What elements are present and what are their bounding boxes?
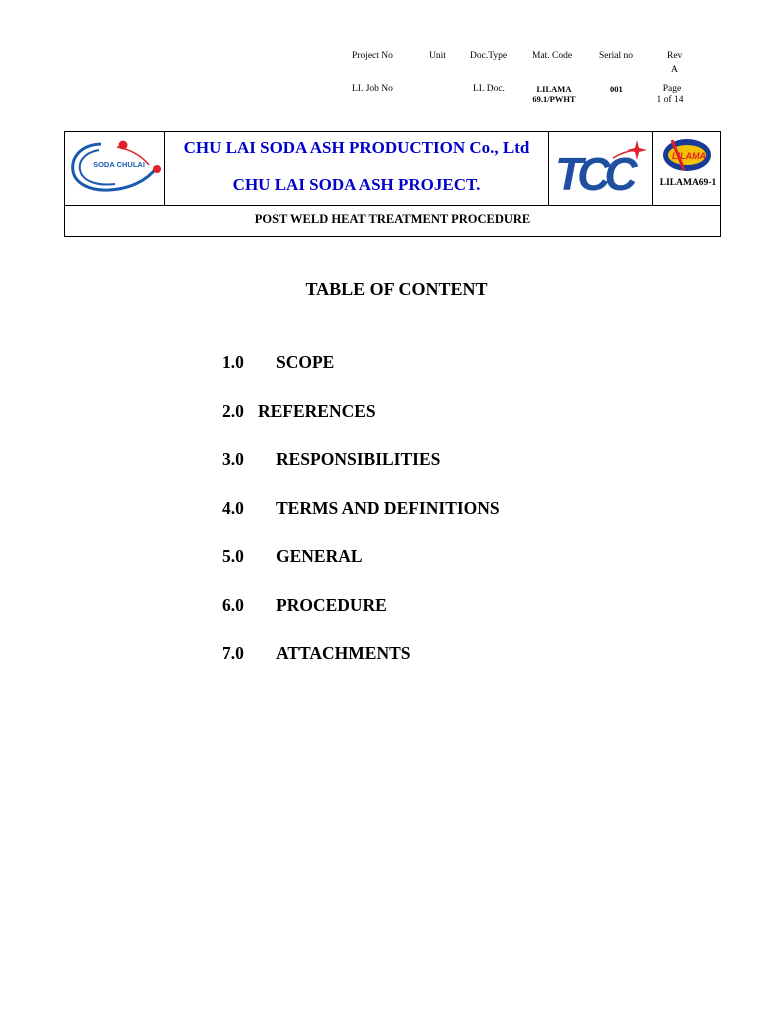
lilama-code: LILAMA69-1 <box>659 178 717 188</box>
toc-item-text: RESPONSIBILITIES <box>276 449 441 469</box>
toc-title: TABLE OF CONTENT <box>305 279 488 299</box>
svg-text:LILAMA: LILAMA <box>672 151 706 161</box>
meta-label-mat-code: Mat. Code <box>532 51 573 61</box>
toc-item-number: 4.0 <box>222 498 244 518</box>
meta-label-doc-type: Doc.Type <box>470 51 508 61</box>
toc-item-text: GENERAL <box>276 546 363 566</box>
header-divider <box>548 132 549 206</box>
header-divider <box>652 132 653 206</box>
toc-item-number: 6.0 <box>222 595 244 615</box>
toc-item-number: 2.0 <box>222 401 244 421</box>
toc-item-text: TERMS AND DEFINITIONS <box>276 498 500 518</box>
meta-page-value: 1 of 14 <box>656 95 684 105</box>
toc-item-number: 3.0 <box>222 449 244 469</box>
toc-item-text: REFERENCES <box>258 401 376 421</box>
meta-label-unit: Unit <box>429 51 446 61</box>
company-name: CHU LAI SODA ASH PRODUCTION Co., Ltd <box>183 138 530 157</box>
meta-job-no: LI. Job No <box>352 84 393 94</box>
toc-item-number: 7.0 <box>222 643 244 663</box>
meta-serial-value: 001 <box>610 84 623 94</box>
meta-mat-code-line2: 69.1/PWHT <box>532 94 576 104</box>
toc-item-text: ATTACHMENTS <box>276 643 411 663</box>
lilama-logo <box>662 136 712 174</box>
toc-item-number: 5.0 <box>222 546 244 566</box>
tcc-logo <box>553 138 649 200</box>
toc-item-text: PROCEDURE <box>276 595 387 615</box>
svg-text:TCC: TCC <box>555 148 632 200</box>
toc-item-number: 1.0 <box>222 352 244 372</box>
document-title: POST WELD HEAT TREATMENT PROCEDURE <box>254 212 531 226</box>
meta-mat-code-line1: LILAMA <box>536 84 572 94</box>
meta-label-project-no: Project No <box>352 51 393 61</box>
company-name-block <box>165 132 548 205</box>
svg-text:SODA CHULAI: SODA CHULAI <box>93 160 145 169</box>
toc-item-text: SCOPE <box>276 352 335 372</box>
soda-chulai-logo <box>69 137 163 201</box>
meta-doc: LI. Doc. <box>473 84 505 94</box>
meta-label-serial-no: Serial no <box>599 51 634 61</box>
meta-page-label: Page <box>662 84 682 94</box>
document-header-table <box>64 131 721 237</box>
meta-rev-value: A <box>671 65 678 75</box>
header-row-divider <box>65 205 720 206</box>
project-name: CHU LAI SODA ASH PROJECT. <box>232 175 481 194</box>
meta-label-rev: Rev <box>667 51 683 61</box>
